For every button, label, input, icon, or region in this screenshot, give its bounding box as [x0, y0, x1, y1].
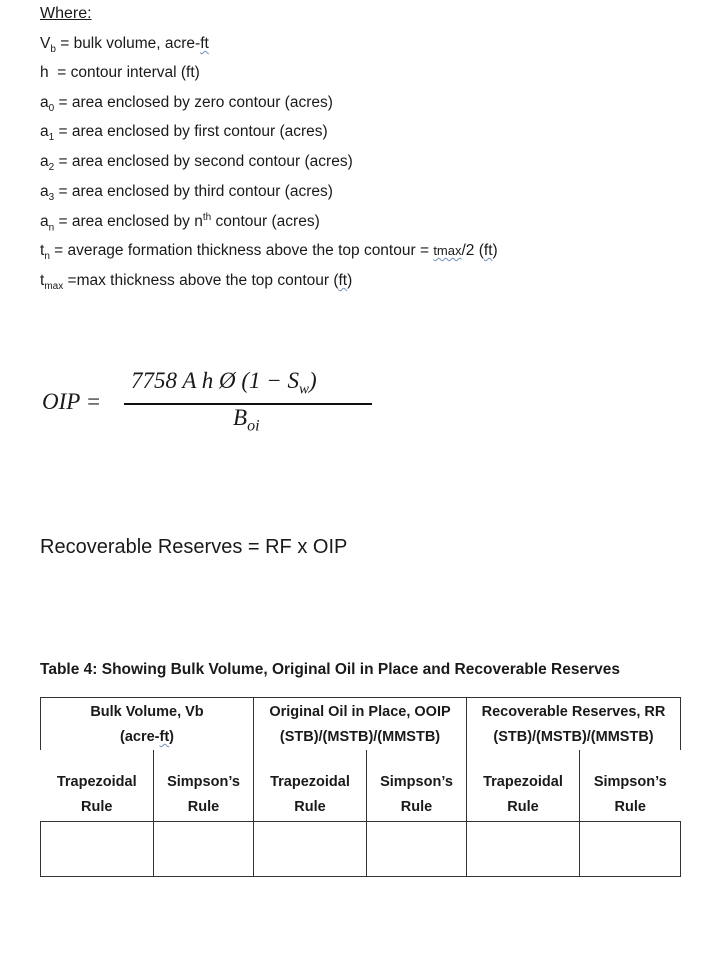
definition-a3: $a_3$ = area enclosed by third contour (acres): [40, 183, 333, 204]
subheader-ooip-trapezoidal: Trapezoidal Rule: [254, 750, 367, 822]
definition-tmax: $t_{max} =\max$ thickness above the top contour (ft): [40, 272, 353, 293]
formula-lhs: OIP =: [42, 389, 102, 414]
group-header-recoverable-reserves: Recoverable Reserves, RR (STB)/(MSTB)/(MMSTB): [467, 698, 681, 751]
where-heading: Where:: [40, 5, 92, 22]
subheader-bulk-simpsons: Simpson’s Rule: [154, 750, 254, 822]
definition-a0: $a_0$ = area enclosed by zero contour (acres): [40, 94, 333, 115]
table-row: [41, 822, 681, 877]
formula-numerator: 7758 A h Ø $(1 - S_w)$: [131, 368, 317, 398]
table-cell: [467, 822, 580, 877]
definition-vb: $V_b$ = bulk volume, acre-ft: [40, 35, 209, 56]
subheader-bulk-trapezoidal: Trapezoidal Rule: [41, 750, 154, 822]
table-cell: [367, 822, 467, 877]
recoverable-reserves-formula: Recoverable Reserves = RF x OIP: [40, 536, 348, 558]
group-header-bulk-volume: Bulk Volume, Vb (acre-ft): [41, 698, 254, 751]
formula-denominator: $B_{oi}$: [233, 405, 260, 435]
table-cell: [154, 822, 254, 877]
subheader-rr-trapezoidal: Trapezoidal Rule: [467, 750, 580, 822]
definition-tn: $t_n$ = average formation thickness above the top contour = tmax/2 (ft): [40, 242, 498, 263]
subheader-ooip-simpsons: Simpson’s Rule: [367, 750, 467, 822]
definition-h: h = contour interval (ft): [40, 64, 200, 81]
definition-an: $a_n$ = area enclosed by $n^{th}$ contour (acres): [40, 212, 320, 234]
subheader-rr-simpsons: Simpson’s Rule: [593, 774, 667, 815]
table-cell: [41, 822, 154, 877]
table-cell: [254, 822, 367, 877]
reserves-table: [40, 697, 681, 877]
table-cell: [580, 822, 681, 877]
table-caption: Table 4: Showing Bulk Volume, Original Oil in Place and Recoverable Reserves: [40, 661, 620, 678]
definition-a2: $a_2$ = area enclosed by second contour (acres): [40, 153, 353, 174]
definition-a1: $a_1$ = area enclosed by first contour (acres): [40, 123, 328, 144]
group-header-ooip: Original Oil in Place, OOIP (STB)/(MSTB)/(MMSTB): [254, 698, 467, 751]
